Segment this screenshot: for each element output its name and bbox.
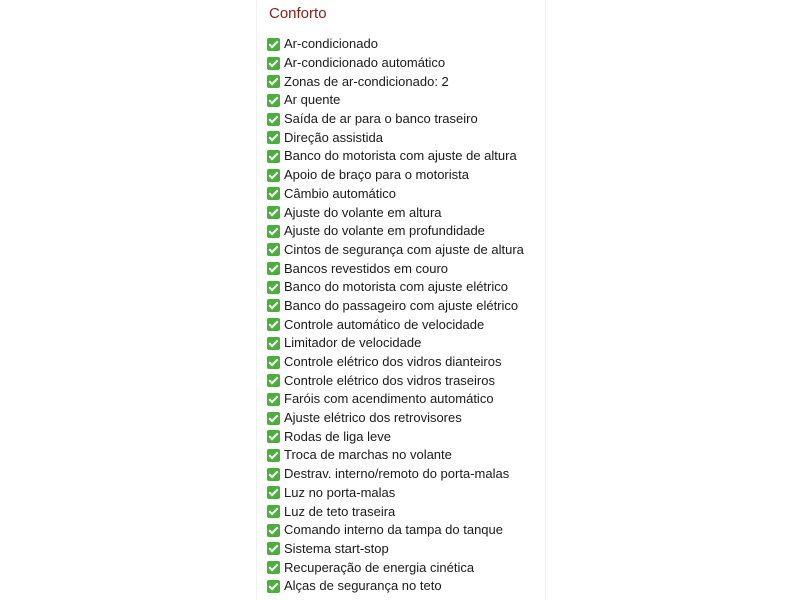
feature-item (267, 241, 524, 260)
check-mark-icon (267, 337, 280, 350)
feature-item (267, 110, 524, 129)
feature-label: Sistema start-stop (284, 540, 389, 556)
feature-label: Ar quente (284, 92, 341, 108)
check-mark-icon (267, 299, 280, 312)
feature-label: Faróis com acendimento automático (284, 391, 494, 407)
feature-label: Câmbio automático (284, 185, 396, 201)
feature-label: Zonas de ar-condicionado: 2 (284, 73, 449, 89)
feature-item (267, 427, 524, 446)
feature-item (267, 35, 524, 54)
check-mark-icon (267, 187, 280, 200)
feature-list (267, 35, 524, 596)
feature-item (267, 334, 524, 353)
feature-item (267, 166, 524, 185)
check-mark-icon (267, 524, 280, 537)
check-mark-icon (267, 449, 280, 462)
check-mark-icon (267, 262, 280, 275)
feature-label: Ajuste elétrico dos retrovisores (284, 410, 462, 426)
comfort-features-panel (256, 0, 546, 600)
feature-item (267, 147, 524, 166)
feature-label: Ar-condicionado automático (284, 55, 446, 71)
feature-item (267, 278, 524, 297)
feature-label: Banco do motorista com ajuste de altura (284, 148, 517, 164)
check-mark-icon (267, 131, 280, 144)
check-mark-icon (267, 281, 280, 294)
feature-item (267, 315, 524, 334)
feature-item (267, 203, 524, 222)
feature-item (267, 222, 524, 241)
feature-label: Direção assistida (284, 129, 383, 145)
section-title: Conforto (269, 5, 327, 22)
check-mark-icon (267, 561, 280, 574)
feature-label: Ajuste do volante em altura (284, 204, 442, 220)
feature-item (267, 446, 524, 465)
feature-label: Controle elétrico dos vidros dianteiros (284, 354, 502, 370)
feature-label: Limitador de velocidade (284, 335, 422, 351)
check-mark-icon (267, 412, 280, 425)
feature-item (267, 297, 524, 316)
check-mark-icon (267, 356, 280, 369)
feature-item (267, 465, 524, 484)
feature-label: Apoio de braço para o motorista (284, 167, 469, 183)
feature-item (267, 185, 524, 204)
feature-item (267, 353, 524, 372)
feature-item (267, 577, 524, 596)
feature-label: Ar-condicionado (284, 36, 378, 52)
feature-label: Rodas de liga leve (284, 428, 391, 444)
feature-label: Luz de teto traseira (284, 503, 396, 519)
feature-item (267, 521, 524, 540)
check-mark-icon (267, 318, 280, 331)
check-mark-icon (267, 113, 280, 126)
feature-item (267, 259, 524, 278)
check-mark-icon (267, 206, 280, 219)
feature-label: Saída de ar para o banco traseiro (284, 111, 478, 127)
feature-label: Alças de segurança no teto (284, 578, 442, 594)
check-mark-icon (267, 468, 280, 481)
check-mark-icon (267, 374, 280, 387)
check-mark-icon (267, 38, 280, 51)
feature-item (267, 409, 524, 428)
feature-item (267, 558, 524, 577)
check-mark-icon (267, 75, 280, 88)
check-mark-icon (267, 243, 280, 256)
check-mark-icon (267, 430, 280, 443)
feature-label: Controle elétrico dos vidros traseiros (284, 372, 495, 388)
check-mark-icon (267, 225, 280, 238)
feature-label: Recuperação de energia cinética (284, 559, 475, 575)
check-mark-icon (267, 169, 280, 182)
feature-item (267, 371, 524, 390)
feature-label: Banco do motorista com ajuste elétrico (284, 279, 508, 295)
feature-item (267, 91, 524, 110)
feature-label: Troca de marchas no volante (284, 447, 452, 463)
check-mark-icon (267, 542, 280, 555)
check-mark-icon (267, 580, 280, 593)
check-mark-icon (267, 486, 280, 499)
feature-label: Comando interno da tampa do tanque (284, 522, 503, 538)
feature-label: Controle automático de velocidade (284, 316, 485, 332)
feature-item (267, 540, 524, 559)
feature-item (267, 54, 524, 73)
feature-label: Cintos de segurança com ajuste de altura (284, 241, 524, 257)
check-mark-icon (267, 393, 280, 406)
feature-label: Bancos revestidos em couro (284, 260, 449, 276)
feature-item (267, 502, 524, 521)
feature-item (267, 484, 524, 503)
check-mark-icon (267, 94, 280, 107)
check-mark-icon (267, 57, 280, 70)
feature-label: Banco do passageiro com ajuste elétrico (284, 297, 519, 313)
feature-item (267, 128, 524, 147)
feature-item (267, 390, 524, 409)
check-mark-icon (267, 150, 280, 163)
feature-item (267, 72, 524, 91)
feature-label: Luz no porta-malas (284, 484, 396, 500)
check-mark-icon (267, 505, 280, 518)
feature-label: Ajuste do volante em profundidade (284, 223, 485, 239)
feature-label: Destrav. interno/remoto do porta-malas (284, 466, 510, 482)
